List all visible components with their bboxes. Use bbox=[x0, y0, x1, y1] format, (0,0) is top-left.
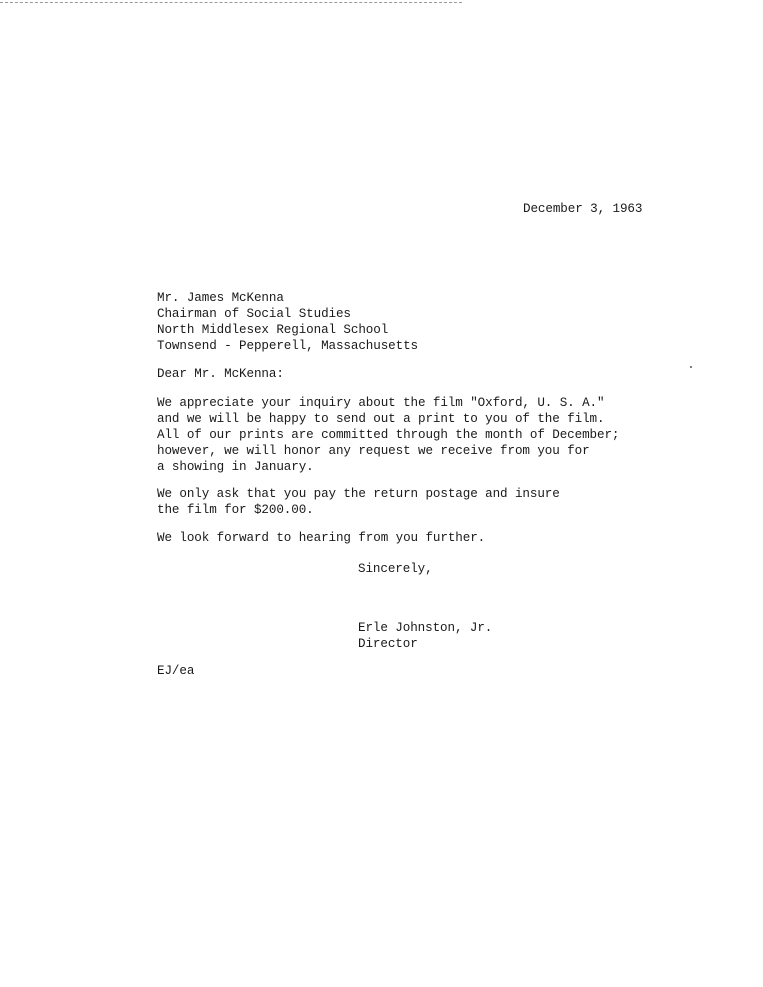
paragraph-1-line: however, we will honor any request we receive from you for bbox=[157, 444, 590, 458]
recipient-title: Chairman of Social Studies bbox=[157, 307, 351, 321]
salutation: Dear Mr. McKenna: bbox=[157, 367, 284, 381]
paragraph-1-line: We appreciate your inquiry about the film "Oxford, U. S. A." bbox=[157, 396, 605, 410]
signer-title: Director bbox=[358, 637, 418, 651]
recipient-school: North Middlesex Regional School bbox=[157, 323, 389, 337]
paper-speck bbox=[690, 366, 692, 368]
signer-name: Erle Johnston, Jr. bbox=[358, 621, 493, 635]
recipient-location: Townsend - Pepperell, Massachusetts bbox=[157, 339, 419, 353]
paragraph-1-line: and we will be happy to send out a print to you of the film. bbox=[157, 412, 605, 426]
closing: Sincerely, bbox=[358, 562, 433, 576]
paragraph-2-line: the film for $200.00. bbox=[157, 503, 314, 517]
paragraph-1-line: a showing in January. bbox=[157, 460, 314, 474]
paragraph-3: We look forward to hearing from you further. bbox=[157, 531, 486, 545]
top-dashed-border bbox=[0, 2, 462, 3]
typist-initials: EJ/ea bbox=[157, 664, 195, 678]
paragraph-1-line: All of our prints are committed through the month of December; bbox=[157, 428, 620, 442]
letter-date: December 3, 1963 bbox=[523, 202, 643, 216]
recipient-name: Mr. James McKenna bbox=[157, 291, 284, 305]
paragraph-2-line: We only ask that you pay the return postage and insure bbox=[157, 487, 560, 501]
